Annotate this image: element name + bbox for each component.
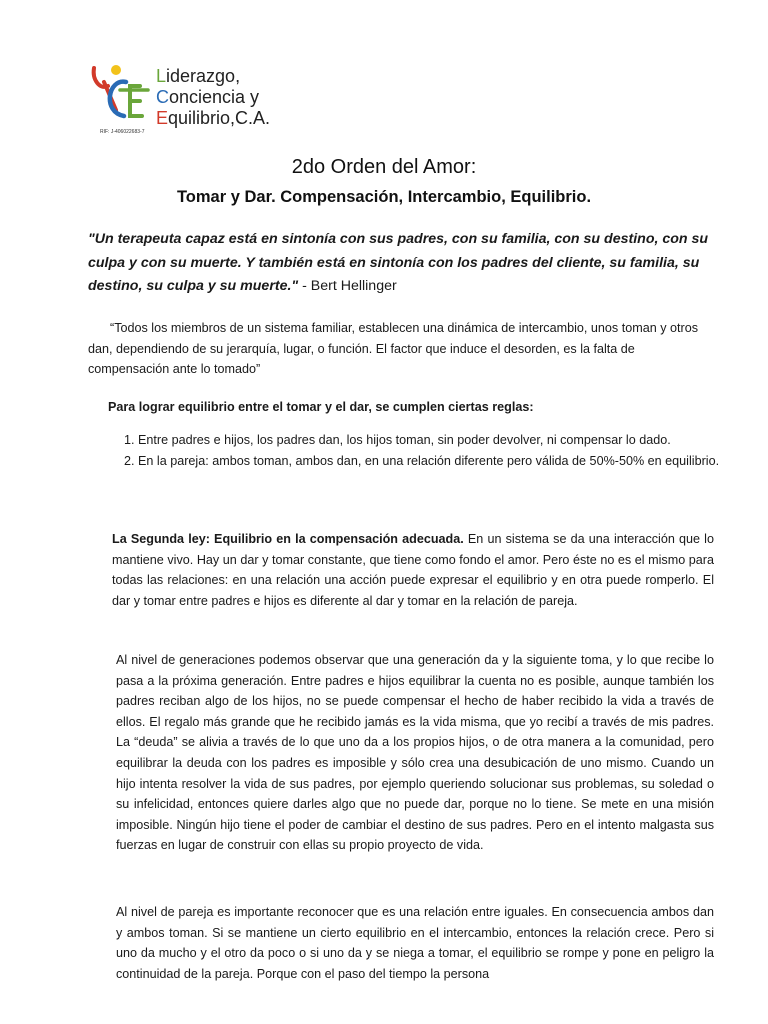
quote-author: - Bert Hellinger xyxy=(298,278,397,294)
list-item: 2. En la pareja: ambos toman, ambos dan, en una relación diferente pero válida de 50%-50% en equilibrio. xyxy=(138,451,740,472)
quote-text: "Un terapeuta capaz está en sintonía con sus padres, con su familia, con su destino, con su culpa y con su muerte. Y también está en sintonía con los padres del cliente, su familia, su destino, su culpa y su muerte." xyxy=(88,231,709,294)
segunda-ley-body: En un sistema se da una interacción que lo mantiene vivo. Hay un dar y tomar constante, que tiene como fondo el amor. Pero éste no es el mismo para todas las relaciones: en una relación una acción puede expresar el equilibrio y en otra puede romperlo. El dar y tomar entre padres e hijos es diferente al dar y tomar en la relación de pareja. xyxy=(112,532,714,608)
logo-figure-icon xyxy=(86,60,158,130)
page-subtitle: Tomar y Dar. Compensación, Intercambio, Equilibrio. xyxy=(176,188,592,206)
rules-list xyxy=(112,430,740,472)
segunda-ley-heading: La Segunda ley: Equilibrio en la compensación adecuada. xyxy=(112,532,464,546)
list-item: 1. Entre padres e hijos, los padres dan, los hijos toman, sin poder devolver, ni compensar lo dado. xyxy=(138,430,740,451)
company-logo xyxy=(86,60,276,142)
logo-rif: RIF: J-406022683-7 xyxy=(100,129,145,135)
generaciones-paragraph: Al nivel de generaciones podemos observar que una generación da y la siguiente toma, y lo que recibe lo pasa a la próxima generación. Entre padres e hijos equilibrar la cuenta no es posible, aunque también los padres reciban algo de los hijos, no se puede compensar el hecho de haber recibido la vida a través de ellos. El regalo más grande que he recibido jamás es la vida misma, que yo recibí a través de mis padres. La “deuda” se alivia a través de lo que uno da a los propios hijos, o de otra manera a la comunidad, pero equilibrar la deuda con los padres es imposible y sólo crea una desubicación de uno mismo. Cuando un hijo intenta resolver la vida de sus padres, por ejemplo queriendo solucionar sus problemas, su soledad o su infelicidad, entonces quiere darles algo que no puede dar, porque no lo tiene. Se mete en una misión imposible. Ningún hijo tiene el poder de cambiar el destino de sus padres. Pero en el intento malgasta sus fuerzas en lugar de construir con ellas su propio proyecto de vida. xyxy=(116,653,714,853)
logo-line-2: onciencia y xyxy=(169,87,260,107)
logo-cap-e: E xyxy=(156,108,169,128)
logo-wordmark xyxy=(156,66,270,129)
pareja-paragraph: Al nivel de pareja es importante reconocer que es una relación entre iguales. En consecuencia ambos dan y ambos toman. Si se mantiene un cierto equilibrio en el intercambio, entonces la relación crece. Pero si uno da mucho y el otro da poco o si uno da y se niega a tomar, el equilibrio se rompe y pone en peligro la continuidad de la pareja. Porque con el paso del tiempo la persona xyxy=(116,905,714,981)
logo-line-3: quilibrio,C.A. xyxy=(168,108,271,128)
intro-paragraph: “Todos los miembros de un sistema familiar, establecen una dinámica de intercambio, unos toman y otros dan, dependiendo de su jerarquía, lugar, o función. El factor que induce el desorden, es la falta de compensación ante lo tomado” xyxy=(88,321,698,377)
logo-cap-l: L xyxy=(156,66,167,86)
page-title: 2do Orden del Amor: xyxy=(291,156,477,178)
segunda-ley-paragraph xyxy=(112,529,714,611)
logo-line-1: iderazgo, xyxy=(166,66,241,86)
rules-heading: Para lograr equilibrio entre el tomar y el dar, se cumplen ciertas reglas: xyxy=(108,400,534,414)
epigraph-quote xyxy=(88,228,714,299)
logo-cap-c: C xyxy=(156,87,169,107)
